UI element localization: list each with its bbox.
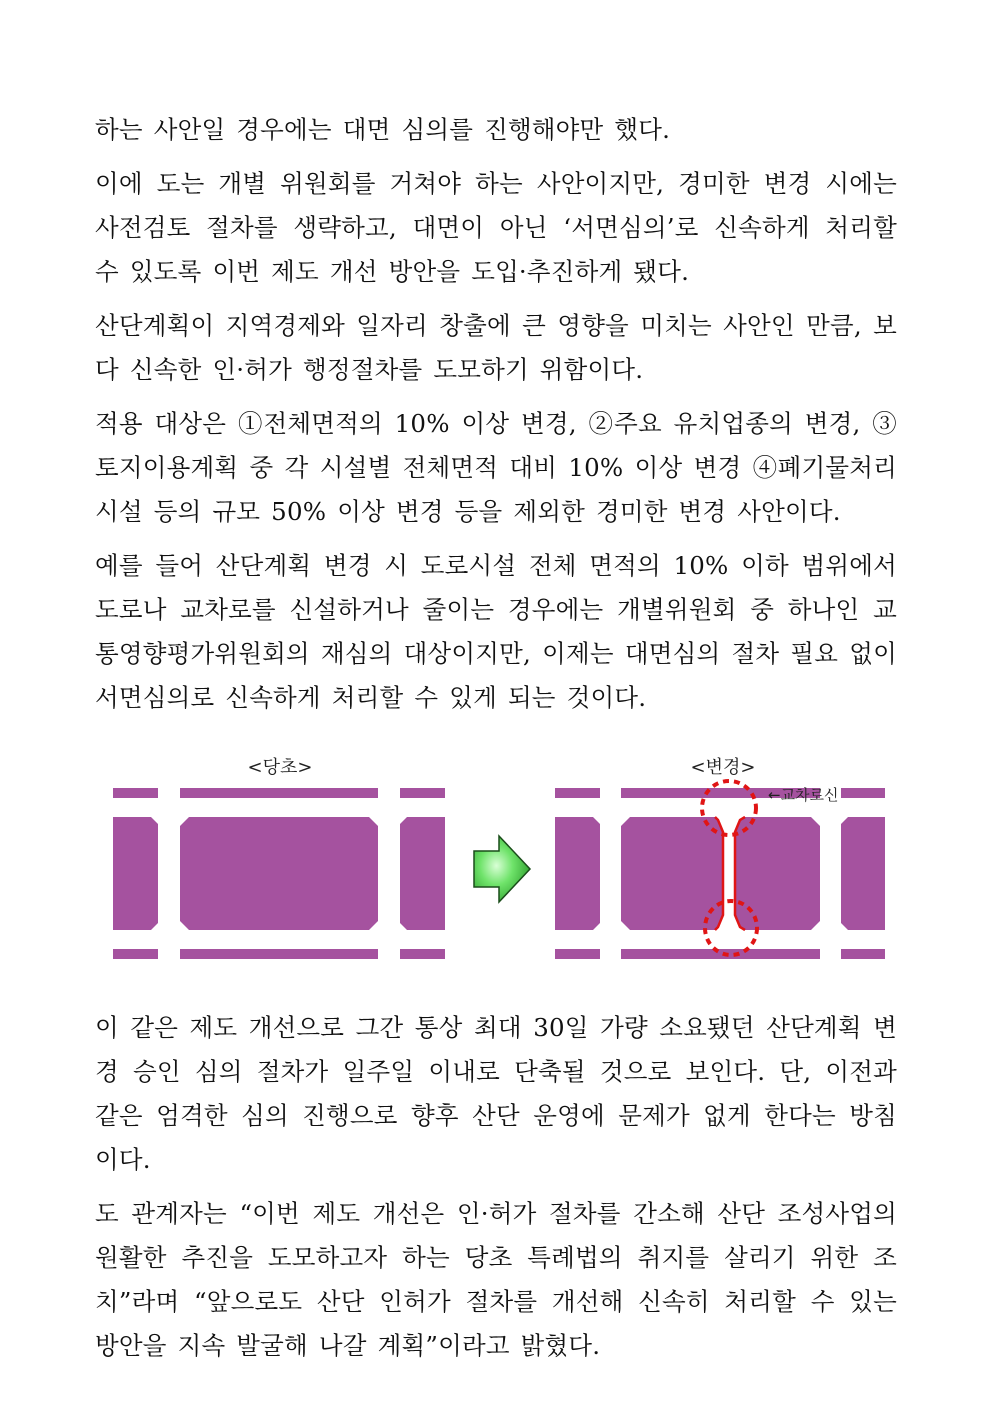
label-before: <당초> <box>247 757 313 778</box>
paragraph-6: 이 같은 제도 개선으로 그간 통상 최대 30일 가량 소요됐던 산단계획 변경 승인 심의 절차가 일주일 이내로 단축될 것으로 보인다. 단, 이전과 같은 엄격한 심의 진행으로 향후 산단 운영에 문제가 없게 한다는 방침이다. <box>95 1013 897 1174</box>
block-center-left <box>621 817 723 930</box>
block-left <box>113 817 158 930</box>
block-strip <box>180 949 378 959</box>
block-strip <box>400 788 445 798</box>
paragraph-5: 예를 들어 산단계획 변경 시 도로시설 전체 면적의 10% 이하 범위에서 도로나 교차로를 신설하거나 줄이는 경우에는 개별위원회 중 하나인 교통영향평가위원회의 재심의 대상이지만, 이제는 대면심의 절차 필요 없이 서면심의로 신속하게 처리할 수 있게 되는 것이다. <box>95 551 897 712</box>
after-layout <box>555 781 885 959</box>
block-right <box>841 817 885 930</box>
diagram-svg <box>0 750 992 986</box>
block-strip <box>113 788 158 798</box>
block-strip <box>400 949 445 959</box>
label-after: <변경> <box>690 757 756 778</box>
paragraph-7: 도 관계자는 “이번 제도 개선은 인·허가 절차를 간소해 산단 조성사업의 원활한 추진을 도모하고자 하는 당초 특례법의 취지를 살리기 위한 조치”라며 “앞으로도 산단 인허가 절차를 개선해 신속히 처리할 수 있는 방안을 지속 발굴해 나갈 계획”이라고 밝혔다. <box>95 1199 897 1360</box>
block-strip <box>841 788 885 798</box>
block-strip <box>555 788 600 798</box>
paragraph-4: 적용 대상은 ①전체면적의 10% 이상 변경, ②주요 유치업종의 변경, ③토지이용계획 중 각 시설별 전체면적 대비 10% 이상 변경 ④폐기물처리시설 등의 규모 50% 이상 변경 등을 제외한 경미한 변경 사안이다. <box>95 409 897 526</box>
before-layout <box>113 788 445 959</box>
right-arrow-icon <box>474 836 530 902</box>
paragraph-3: 산단계획이 지역경제와 일자리 창출에 큰 영향을 미치는 사안인 만큼, 보다 신속한 인·허가 행정절차를 도모하기 위함이다. <box>95 311 897 384</box>
block-left <box>555 817 600 930</box>
annotation-new-crossroad: ←교차로신 <box>768 786 839 804</box>
paragraph-2: 이에 도는 개별 위원회를 거쳐야 하는 사안이지만, 경미한 변경 시에는 사전검토 절차를 생략하고, 대면이 아닌 ‘서면심의’로 신속하게 처리할 수 있도록 이번 제도 개선 방안을 도입·추진하게 됐다. <box>95 169 897 286</box>
block-center <box>180 817 378 930</box>
road-layout-diagram <box>95 750 897 986</box>
block-strip <box>841 949 885 959</box>
paragraph-1: 하는 사안일 경우에는 대면 심의를 진행해야만 했다. <box>95 115 671 144</box>
block-strip <box>555 949 600 959</box>
block-right <box>400 817 445 930</box>
block-strip <box>621 949 820 959</box>
block-strip <box>113 949 158 959</box>
block-center-right <box>735 817 820 930</box>
block-strip <box>180 788 378 798</box>
document-page <box>95 108 897 1368</box>
